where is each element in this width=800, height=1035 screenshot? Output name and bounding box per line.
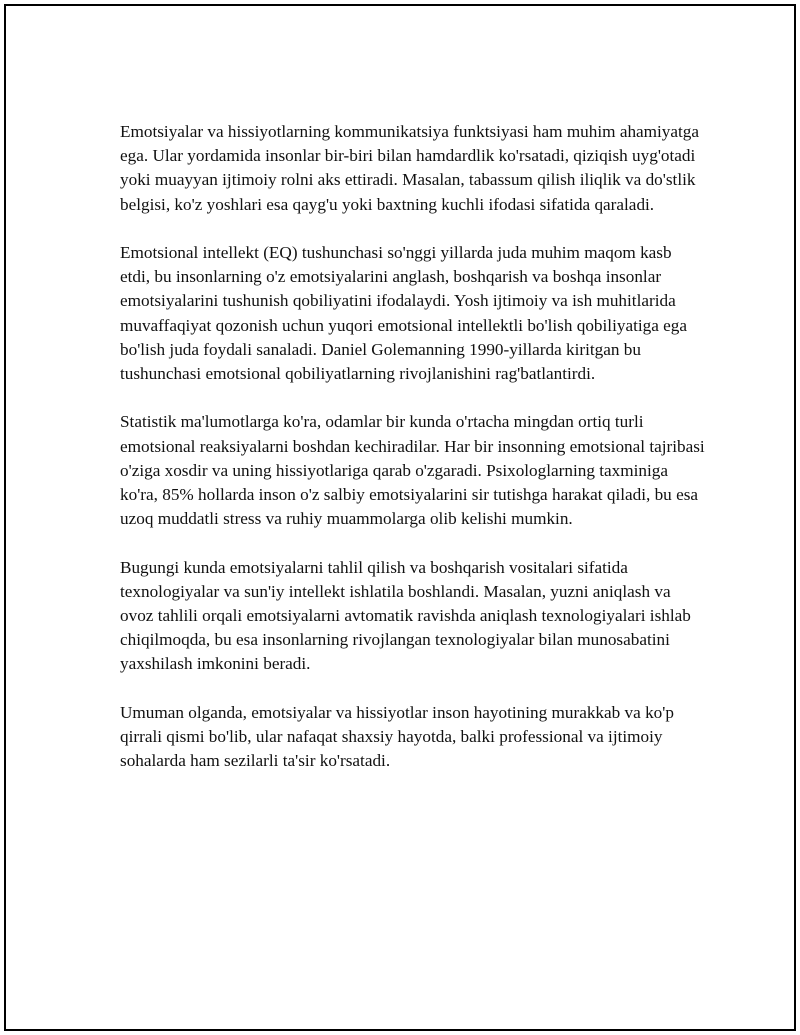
paragraph-2: Emotsional intellekt (EQ) tushunchasi so'nggi yillarda juda muhim maqom kasb etdi, bu insonlarning o'z emotsiyalarini anglash, boshqarish va boshqa insonlar emotsiyalarini tushunish qobiliyatini ifodalaydi. Yosh ijtimoiy va ish muhitlarida muvaffaqiyat qozonish uchun yuqori emotsional intellektli bo'lish qobiliyatiga ega bo'lish juda foydali sanaladi. Daniel Golemanning 1990-yillarda kiritgan bu tushunchasi emotsional qobiliyatlarning rivojlanishini rag'batlantirdi. <box>120 243 687 384</box>
document-body <box>120 120 705 773</box>
paragraph-4: Bugungi kunda emotsiyalarni tahlil qilish va boshqarish vositalari sifatida texnologiyalar va sun'iy intellekt ishlatila boshlandi. Masalan, yuzni aniqlash va ovoz tahlili orqali emotsiyalarni avtomatik ravishda aniqlash texnologiyalari ishlab chiqilmoqda, bu esa insonlarning rivojlangan texnologiyalar bilan munosabatini yaxshilash imkonini beradi. <box>120 557 691 674</box>
paragraph-1: Emotsiyalar va hissiyotlarning kommunikatsiya funktsiyasi ham muhim ahamiyatga ega. Ular yordamida insonlar bir-biri bilan hamdardlik ko'rsatadi, qiziqish uyg'otadi yoki muayyan ijtimoiy rolni aks ettiradi. Masalan, tabassum qilish iliqlik va do'stlik belgisi, ko'z yoshlari esa qayg'u yoki baxtning kuchli ifodasi sifatida qaraladi. <box>120 122 700 214</box>
page-frame <box>4 4 796 1031</box>
paragraph-5: Umuman olganda, emotsiyalar va hissiyotlar inson hayotining murakkab va ko'p qirrali qismi bo'lib, ular nafaqat shaxsiy hayotda, balki professional va ijtimoiy sohalarda ham sezilarli ta'sir ko'rsatadi. <box>120 702 674 771</box>
paragraph-3: Statistik ma'lumotlarga ko'ra, odamlar bir kunda o'rtacha mingdan ortiq turli emotsional reaksiyalarni boshdan kechiradilar. Har bir insonning emotsional tajribasi o'ziga xosdir va uning hissiyotlariga qarab o'zgaradi. Psixologlarning taxminiga ko'ra, 85% hollarda inson o'z salbiy emotsiyalarini sir tutishga harakat qiladi, bu esa uzoq muddatli stress va ruhiy muammolarga olib kelishi mumkin. <box>120 412 705 529</box>
